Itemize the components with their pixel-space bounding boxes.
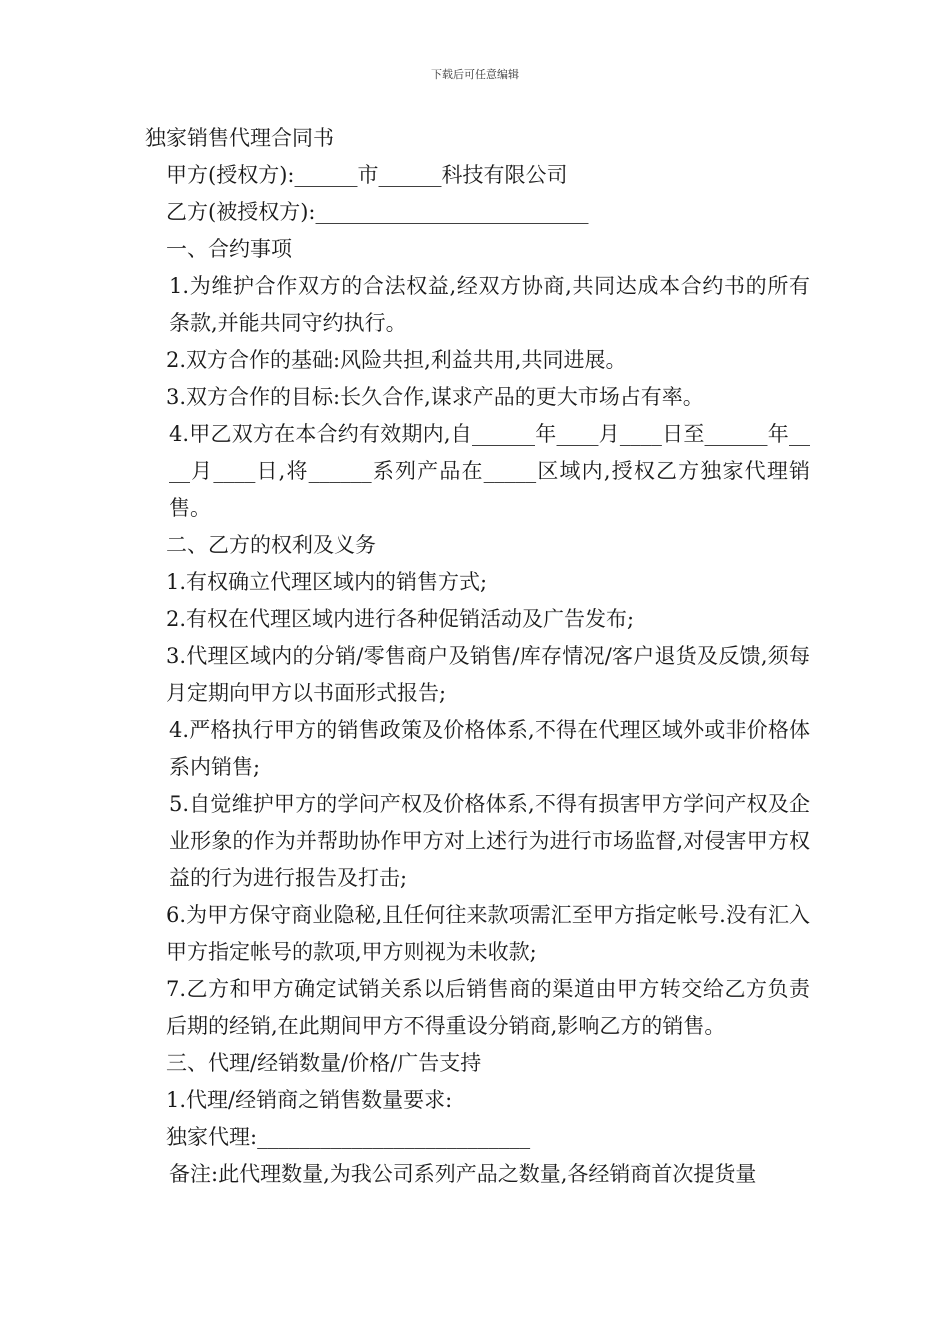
section2-item-3: 3.代理区域内的分销/零售商户及销售/库存情况/客户退货及反馈,须每月定期向甲方以书面形式报告;	[166, 644, 810, 705]
section2-item-2: 2.有权在代理区域内进行各种促销活动及广告发布;	[166, 607, 635, 631]
section1-item-3: 3.双方合作的目标:长久合作,谋求产品的更大市场占有率。	[166, 385, 704, 409]
section-heading-1: 一、合约事项	[166, 237, 292, 261]
party-a-line: 甲方(授权方):______市______科技有限公司	[166, 163, 568, 187]
section1-item-1: 1.为维护合作双方的合法权益,经双方协商,共同达成本合约书的所有条款,并能共同守约执行。	[169, 274, 810, 335]
section2-item-1: 1.有权确立代理区域内的销售方式;	[166, 570, 488, 594]
document-title: 独家销售代理合同书	[145, 126, 334, 150]
section2-item-7: 7.乙方和甲方确定试销关系以后销售商的渠道由甲方转交给乙方负责后期的经销,在此期间甲方不得重设分销商,影响乙方的销售。	[166, 977, 810, 1038]
section-heading-2: 二、乙方的权利及义务	[166, 533, 376, 557]
section-heading-3: 三、代理/经销数量/价格/广告支持	[166, 1051, 482, 1075]
party-b-line: 乙方(被授权方):__________________________	[166, 200, 589, 224]
section1-item-2: 2.双方合作的基础:风险共担,利益共用,共同进展。	[166, 348, 627, 372]
note-line: 备注:此代理数量,为我公司系列产品之数量,各经销商首次提货量	[169, 1162, 757, 1186]
section2-item-6: 6.为甲方保守商业隐秘,且任何往来款项需汇至甲方指定帐号.没有汇入甲方指定帐号的款项,甲方则视为未收款;	[166, 903, 810, 964]
exclusive-agent-line: 独家代理:__________________________	[166, 1125, 531, 1149]
section3-item-1: 1.代理/经销商之销售数量要求:	[166, 1088, 453, 1112]
section1-item-4: 4.甲乙双方在本合约有效期内,自______年____月____日至______年____月____日,将______系列产品在_____区域内,授权乙方独家代理销售。	[169, 422, 810, 520]
contract-document	[145, 120, 810, 1193]
page-header: 下载后可任意编辑	[431, 68, 519, 81]
section2-item-4: 4.严格执行甲方的销售政策及价格体系,不得在代理区域外或非价格体系内销售;	[169, 718, 810, 779]
section2-item-5: 5.自觉维护甲方的学问产权及价格体系,不得有损害甲方学问产权及企业形象的作为并帮助协作甲方对上述行为进行市场监督,对侵害甲方权益的行为进行报告及打击;	[169, 792, 810, 890]
